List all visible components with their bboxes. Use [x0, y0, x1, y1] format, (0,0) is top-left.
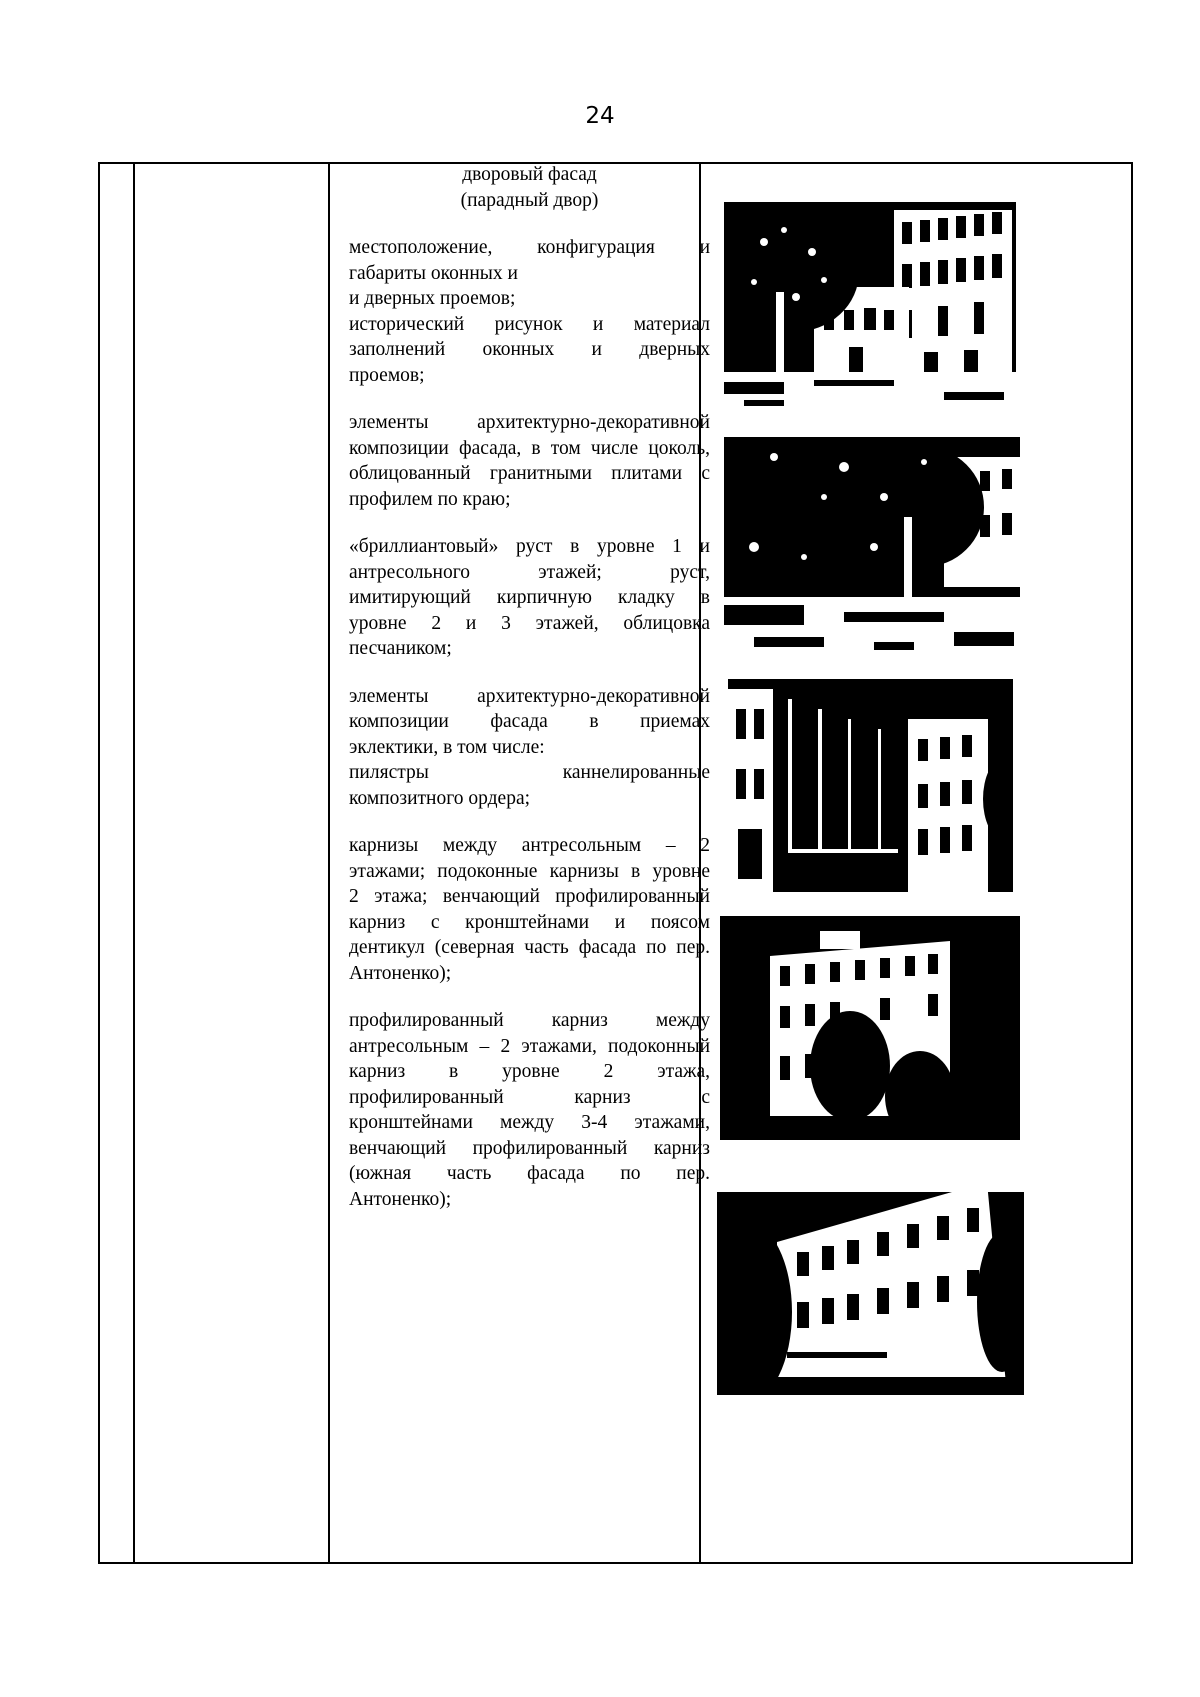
description-paragraph — [349, 235, 710, 388]
description-line: уровне 2 и 3 этажей, облицовка — [349, 612, 710, 634]
description-line: «бриллиантовый» руст в уровне 1 и — [349, 536, 710, 557]
description-line: и дверных проемов; — [349, 288, 516, 309]
description-paragraph — [349, 410, 710, 512]
courtyard-photo-1 — [724, 202, 1016, 417]
column-divider-1 — [133, 164, 135, 1562]
description-line: карниз с кронштейнами и поясом — [349, 911, 710, 933]
courtyard-photo-3 — [728, 679, 1013, 892]
description-line: местоположение, конфигурация и — [349, 237, 710, 258]
courtyard-photo-5 — [717, 1162, 1024, 1395]
facade-heading-line: (парадный двор) — [460, 189, 599, 211]
description-line: антресольного этажей; руст, — [349, 561, 710, 583]
courtyard-photo-2 — [724, 437, 1020, 657]
description-line: Антоненко); — [349, 1188, 452, 1210]
description-line: имитирующий кирпичную кладку в — [349, 587, 710, 608]
description-line: композитного ордера; — [349, 787, 531, 809]
description-line: элементы архитектурно-декоративной — [349, 685, 710, 707]
facade-heading-line: дворовый фасад — [462, 164, 597, 185]
description-line: профилированный карниз между — [349, 1010, 710, 1031]
description-line: венчающий профилированный карниз — [349, 1137, 710, 1159]
column-divider-2 — [328, 164, 330, 1562]
description-paragraph — [349, 1008, 710, 1212]
description-line: дентикул (северная часть фасада по пер. — [349, 937, 710, 958]
description-line: карниз в уровне 2 этажа, — [349, 1061, 710, 1082]
description-line: антресольным – 2 этажами, подоконный — [349, 1035, 710, 1057]
description-paragraphs — [349, 235, 710, 1212]
description-line: заполнений оконных и дверных — [349, 339, 710, 360]
description-paragraph — [349, 684, 710, 812]
description-line: эклектики, в том числе: — [349, 736, 545, 758]
description-line: облицованный гранитными плитами с — [349, 463, 710, 484]
description-line: (южная часть фасада по пер. — [349, 1163, 710, 1184]
courtyard-photo-2-image — [724, 437, 1020, 657]
courtyard-photo-4-image — [720, 916, 1020, 1140]
description-line: исторический рисунок и материал — [349, 313, 710, 335]
description-line: 2 этажа; венчающий профилированный — [349, 886, 710, 907]
description-line: кронштейнами между 3-4 этажами, — [349, 1112, 710, 1133]
courtyard-photo-4 — [720, 916, 1020, 1140]
description-paragraph — [349, 534, 710, 662]
description-line: песчаником; — [349, 638, 452, 659]
heritage-table — [98, 162, 1133, 1564]
description-line: профилированный карниз с — [349, 1086, 710, 1108]
description-cell — [338, 162, 720, 1212]
description-line: карнизы между антресольным – 2 — [349, 835, 710, 856]
courtyard-photo-3-image — [728, 679, 1013, 892]
courtyard-photo-5-image — [717, 1162, 1024, 1395]
description-line: композиции фасада в приемах — [349, 711, 710, 732]
description-line: этажами; подоконные карнизы в уровне — [349, 860, 710, 882]
description-line: композиции фасада, в том числе цоколь, — [349, 437, 710, 459]
description-line: пилястры каннелированные — [349, 762, 710, 783]
facade-heading — [349, 162, 710, 213]
description-line: профилем по краю; — [349, 488, 511, 510]
courtyard-photo-1-image — [724, 202, 1016, 417]
description-line: элементы архитектурно-декоративной — [349, 412, 710, 433]
description-line: габариты оконных и — [349, 262, 518, 284]
description-line: Антоненко); — [349, 962, 452, 984]
page-number: 24 — [585, 103, 615, 129]
description-paragraph — [349, 833, 710, 986]
description-line: проемов; — [349, 364, 425, 386]
